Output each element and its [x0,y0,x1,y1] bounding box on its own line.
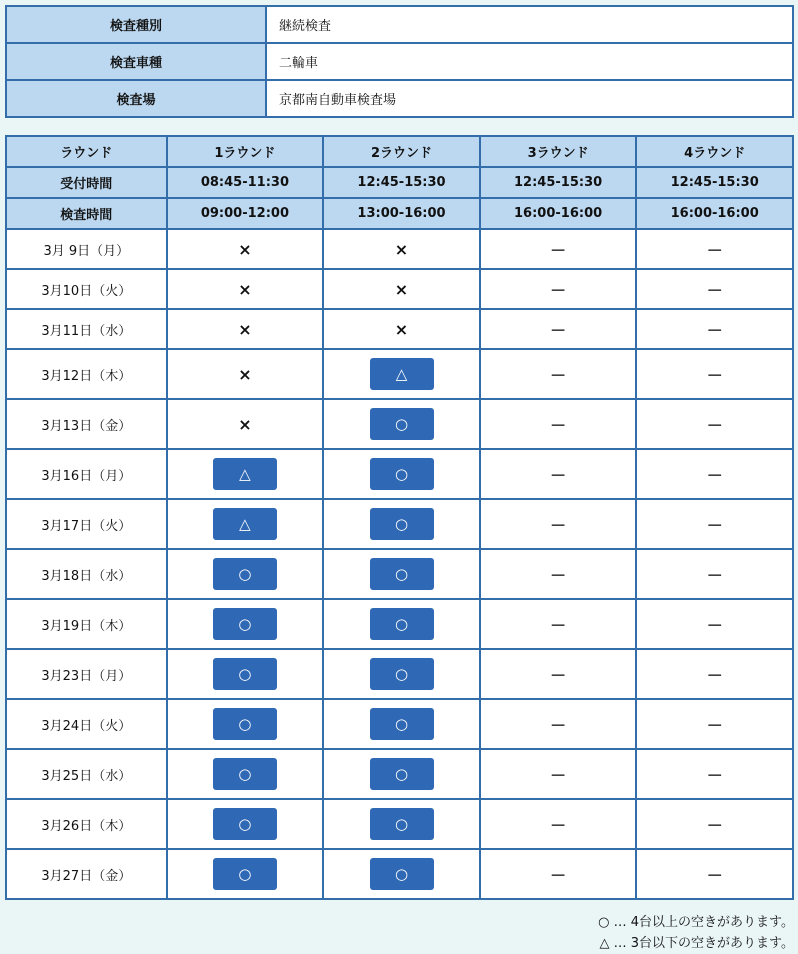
reception-time-label: 受付時間 [6,167,167,198]
unavailable-dash: － [550,565,567,585]
slot-cell [480,449,637,499]
reserve-available-button[interactable]: ○ [370,408,434,440]
slot-cell [636,269,793,309]
inspection-time: 16:00-16:00 [480,198,637,229]
date-cell: 3月25日（水） [6,749,167,799]
slot-cell [480,399,637,449]
reception-time: 12:45-15:30 [480,167,637,198]
legend-item-available: ○ … 4台以上の空きがあります。 [598,915,794,930]
reserve-available-button[interactable]: ○ [213,858,277,890]
schedule-row [6,229,793,269]
inspection-info-table [5,5,794,118]
slot-cell [167,229,324,269]
reserve-available-button[interactable]: ○ [213,808,277,840]
reservation-schedule-table [5,135,794,900]
round-header-row [6,136,793,167]
slot-cell [323,399,480,449]
schedule-row [6,499,793,549]
slot-cell [167,349,324,399]
full-mark: × [394,319,409,339]
inspection-time-label: 検査時間 [6,198,167,229]
slot-cell [323,309,480,349]
unavailable-dash: － [550,415,567,435]
slot-cell [167,549,324,599]
unavailable-dash: － [550,515,567,535]
unavailable-dash: － [706,565,723,585]
info-row-type [6,6,793,43]
date-cell: 3月16日（月） [6,449,167,499]
reserve-available-button[interactable]: ○ [370,658,434,690]
schedule-row [6,449,793,499]
full-mark: × [238,364,252,384]
schedule-row [6,699,793,749]
info-value: 継続検査 [266,6,793,43]
availability-legend [598,912,794,954]
date-cell: 3月10日（火） [6,269,167,309]
unavailable-dash: － [706,280,723,300]
slot-cell [480,269,637,309]
full-mark: × [394,279,409,299]
date-cell: 3月26日（木） [6,799,167,849]
slot-cell [636,749,793,799]
slot-cell [636,699,793,749]
reserve-available-button[interactable]: ○ [213,558,277,590]
date-cell: 3月 9日（月） [6,229,167,269]
unavailable-dash: － [550,815,567,835]
slot-cell [636,399,793,449]
slot-cell [323,599,480,649]
slot-cell [167,799,324,849]
reserve-available-button[interactable]: ○ [213,758,277,790]
date-cell: 3月19日（木） [6,599,167,649]
slot-cell [636,849,793,899]
schedule-row [6,649,793,699]
unavailable-dash: － [550,280,567,300]
inspection-time: 13:00-16:00 [323,198,480,229]
slot-cell [323,499,480,549]
slot-cell [636,799,793,849]
reserve-available-button[interactable]: ○ [370,608,434,640]
slot-cell [167,449,324,499]
unavailable-dash: － [550,715,567,735]
schedule-row [6,269,793,309]
slot-cell [167,599,324,649]
inspection-time: 09:00-12:00 [167,198,324,229]
schedule-row [6,349,793,399]
reserve-available-button[interactable]: ○ [370,458,434,490]
round-header: 3ラウンド [480,136,637,167]
round-header: 4ラウンド [636,136,793,167]
slot-cell [636,549,793,599]
legend-item-limited: △ … 3台以下の空きがあります。 [599,936,794,951]
slot-cell [323,649,480,699]
unavailable-dash: － [706,240,723,260]
slot-cell [167,649,324,699]
unavailable-dash: － [550,465,567,485]
slot-cell [480,649,637,699]
schedule-row [6,399,793,449]
info-label: 検査場 [6,80,266,117]
schedule-row [6,549,793,599]
slot-cell [636,599,793,649]
unavailable-dash: － [550,615,567,635]
unavailable-dash: － [550,320,567,340]
unavailable-dash: － [550,665,567,685]
slot-cell [636,499,793,549]
slot-cell [167,399,324,449]
date-cell: 3月18日（水） [6,549,167,599]
slot-cell [323,349,480,399]
reception-time: 12:45-15:30 [323,167,480,198]
slot-cell [323,269,480,309]
reserve-available-button[interactable]: ○ [370,508,434,540]
slot-cell [636,309,793,349]
slot-cell [636,229,793,269]
schedule-row [6,799,793,849]
info-value: 京都南自動車検査場 [266,80,793,117]
slot-cell [480,799,637,849]
round-header: 1ラウンド [167,136,324,167]
slot-cell [323,849,480,899]
unavailable-dash: － [706,615,723,635]
date-cell: 3月11日（水） [6,309,167,349]
slot-cell [323,449,480,499]
unavailable-dash: － [550,865,567,885]
slot-cell [323,749,480,799]
reception-time: 08:45-11:30 [167,167,324,198]
date-cell: 3月24日（火） [6,699,167,749]
slot-cell [167,849,324,899]
unavailable-dash: － [706,815,723,835]
date-cell: 3月17日（火） [6,499,167,549]
slot-cell [636,649,793,699]
schedule-row [6,309,793,349]
full-mark: × [238,279,252,299]
full-mark: × [394,239,409,259]
unavailable-dash: － [706,465,723,485]
slot-cell [167,699,324,749]
unavailable-dash: － [706,320,723,340]
slot-cell [480,749,637,799]
unavailable-dash: － [706,365,723,385]
slot-cell [323,229,480,269]
slot-cell [167,749,324,799]
date-cell: 3月12日（木） [6,349,167,399]
info-row-site [6,80,793,117]
slot-cell [636,449,793,499]
slot-cell [480,849,637,899]
slot-cell [167,499,324,549]
date-cell: 3月27日（金） [6,849,167,899]
reception-time-row [6,167,793,198]
unavailable-dash: － [550,365,567,385]
reserve-available-button[interactable]: ○ [370,858,434,890]
slot-cell [167,309,324,349]
schedule-row [6,849,793,899]
slot-cell [480,699,637,749]
slot-cell [480,549,637,599]
info-label: 検査車種 [6,43,266,80]
slot-cell [167,269,324,309]
reception-time: 12:45-15:30 [636,167,793,198]
round-header-label: ラウンド [6,136,167,167]
reserve-available-button[interactable]: ○ [213,658,277,690]
unavailable-dash: － [706,865,723,885]
slot-cell [480,499,637,549]
unavailable-dash: － [550,765,567,785]
schedule-row [6,749,793,799]
info-value: 二輪車 [266,43,793,80]
unavailable-dash: － [550,240,567,260]
reserve-available-button[interactable]: ○ [213,608,277,640]
reserve-available-button[interactable]: ○ [370,708,434,740]
unavailable-dash: － [706,665,723,685]
reserve-limited-button[interactable]: △ [213,458,277,490]
reserve-available-button[interactable]: ○ [213,708,277,740]
unavailable-dash: － [706,715,723,735]
full-mark: × [238,319,252,339]
slot-cell [323,699,480,749]
slot-cell [480,229,637,269]
reserve-limited-button[interactable]: △ [213,508,277,540]
reserve-available-button[interactable]: ○ [370,808,434,840]
info-label: 検査種別 [6,6,266,43]
unavailable-dash: － [706,415,723,435]
info-row-vehicle [6,43,793,80]
slot-cell [480,309,637,349]
full-mark: × [238,239,252,259]
slot-cell [323,549,480,599]
reserve-available-button[interactable]: ○ [370,758,434,790]
inspection-time-row [6,198,793,229]
slot-cell [636,349,793,399]
date-cell: 3月13日（金） [6,399,167,449]
slot-cell [323,799,480,849]
inspection-time: 16:00-16:00 [636,198,793,229]
schedule-row [6,599,793,649]
unavailable-dash: － [706,765,723,785]
unavailable-dash: － [706,515,723,535]
reserve-available-button[interactable]: ○ [370,558,434,590]
round-header: 2ラウンド [323,136,480,167]
schedule-body [6,229,793,899]
date-cell: 3月23日（月） [6,649,167,699]
full-mark: × [238,414,252,434]
slot-cell [480,349,637,399]
slot-cell [480,599,637,649]
reserve-limited-button[interactable]: △ [370,358,434,390]
